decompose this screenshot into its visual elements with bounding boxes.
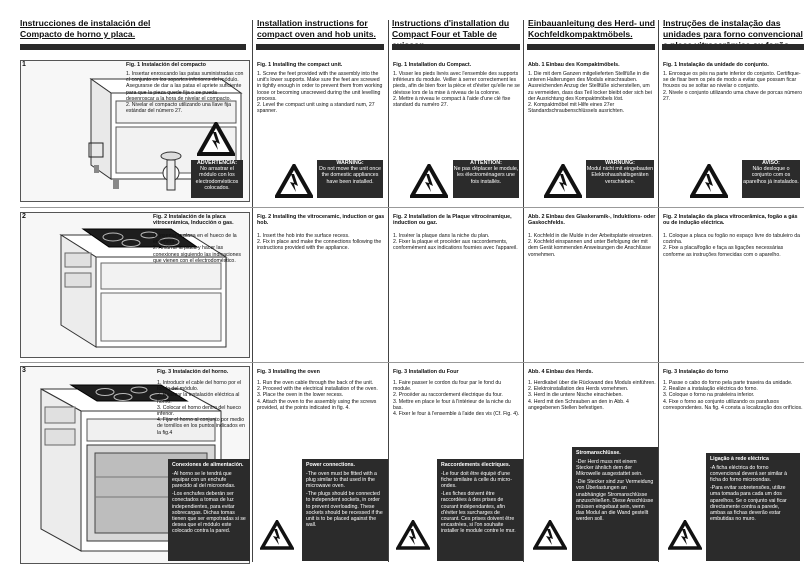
fig1-body-en: 1. Screw the feet provided with the assembly into the unit's lower supports. Make sure the feet are screwed in tightly enough in order to prevent them from working loose or becoming unscrewed during the unit levelling process. 2. Level the compact unit using a standard num, 27 spanner.: [257, 71, 383, 115]
fig3-body-en: 1. Run the oven cable through the back of the unit. 2. Proceed with the electrical installation of the oven. 3. Place the oven in the lower recess. 4. Attach the oven to the assembly using the screws provided, at the points indicated in fig. 4.: [257, 380, 378, 411]
fig1-title-en: Fig. 1 Installing the compact unit.: [257, 62, 343, 68]
column-divider: [252, 20, 253, 562]
fig2-body-fr: 1. Insérer la plaque dans la niche du plan. 2. Fixer la plaque et procéder aux raccordements, conformément aux indications fournies avec l'appareil.: [393, 233, 518, 252]
warning-triangle-icon: [544, 164, 582, 198]
fig3-connections-fr: Raccordements électriques. -Le four doit être équipé d'une fiche similaire à celle du micro-ondes. -Les fiches doivent être raccordées à des prises de courant indépendantes, afin d'éviter les surcharges de courant. Ces prises doivent être encastrées, si l'on souhaite installer le module contre le mur.: [437, 459, 523, 561]
fig2-title-de: Abb. 2 Einbau des Glaskeramik-, Induktions- oder Gaskochfelds.: [528, 214, 656, 227]
warning-triangle-icon: [260, 520, 294, 550]
header-pt: Instruções de instalação das unidades para forno convencional: [663, 18, 803, 39]
warning-triangle-icon: [668, 520, 702, 550]
fig2-body-es: 1. Insertar la placa en el hueco de la encimera. 2. Amarrar la placa y hacer las conexiones siguiendo las indicaciones que vienen con el electrodoméstico.: [153, 233, 241, 264]
column-divider: [388, 20, 389, 562]
warning-triangle-icon: [690, 164, 728, 198]
fig1-title-es: Fig. 1 Instalación del compacto: [126, 62, 206, 68]
fig2-title-pt: Fig. 2 Instalação da placa vitrocerâmica, fogão a gás ou de indução eléctrica.: [663, 214, 798, 227]
warning-triangle-icon: [396, 520, 430, 550]
fig1-warning-pt: AVISO: Não desloque o conjunto com os aparelhos já instalados.: [742, 160, 800, 198]
header-bar: [256, 44, 384, 50]
fig3-body-de: 1. Herdkabel über die Rückwand des Moduls einführen. 2. Elektroinstallation des Herds vornehmen. 3. Herd in die untere Nische einschieben. 4. Herd mit den Schrauben an den in Abb. 4 angegebenen Stellen befestigen.: [528, 380, 656, 411]
fig1-body-de: 1. Die mit dem Ganzen mitgelieferten Stellfüße in die unteren Halterungen des Moduls einschrauben. Ausreichenden Anzug der Stellfüße sicherstellen, um zu vermeiden, dass das Teil locker bleibt oder sich bei der Ausrichtung des Kompaktmöbels löst. 2. Kompaktmöbel mit Hilfe eines 27er Standardschraubenschlüssels ausrichten.: [528, 71, 652, 115]
fig1-body-fr: 1. Visser les pieds livrés avec l'ensemble des supports inférieurs du module. Veiller à serrer correctement les pieds, afin de bien fixer la pièce et d'éviter qu'elle ne se dévisse lors de la mise à niveau de la colonne. 2. Mettre à niveau le compact à l'aide d'une clé fixe standard du numéro 27.: [393, 71, 520, 109]
header-fr: Instructions d'installation du Compact Four et Table de: [392, 18, 510, 39]
fig2-body-de: 1. Kochfeld in die Mulde in der Arbeitsplatte einsetzen. 2. Kochfeld einspannen und unter Befolgung der mit dem Gerät kommenden Anweisungen die Anschlüsse vornehmen.: [528, 233, 653, 258]
header-bar: [662, 44, 804, 50]
column-divider: [658, 20, 659, 562]
fig3-connections-de: Stromanschlüsse. -Der Herd muss mit einem Stecker ähnlich dem der Mikrowelle ausgestattet sein. -Die Stecker sind zur Vermeidung von Überlastungen an unabhängige Stromanschlüsse anzuschließen. Diese Anschlüsse müssen eingebaut sein, wenn das Modul an die Wand gestellt werden soll.: [572, 447, 658, 561]
fig1-warning-en: WARNING: Do not move the unit once the domestic appliances have been installed.: [317, 160, 383, 198]
fig1-body-es: 1. Insertar enroscando las patas suministradas con el conjunto en los soportes inferiores del módulo. Asegurarse de dar a las patas el apriete suficiente para que la pieza quede fija o se pueda desenroscar a la hora de nivelar el compacto. 2. Nivelar el compacto utilizando una llave fija estándar del número 27.: [126, 71, 244, 115]
warning-triangle-icon: [197, 122, 235, 156]
fig3-title-pt: Fig. 3 Instalação do forno: [663, 369, 729, 375]
warning-triangle-icon: [410, 164, 448, 198]
warning-triangle-icon: [533, 520, 567, 550]
section-separator: [20, 362, 804, 363]
fig1-title-pt: Fig. 1 Instalação da unidade do conjunto.: [663, 62, 769, 68]
fig1-title-fr: Fig. 1 Installation du Compact.: [393, 62, 472, 68]
header-de: Einbauanleitung des Herd- und Kochfeldkompaktmöbels.: [528, 18, 656, 39]
fig2-body-pt: 1. Coloque a placa ou fogão no espaço livre do tabuleiro da cozinha. 2. Fixe a placa/fogão e faça as ligações necessárias conforme as instruções fornecidas com o aparelho.: [663, 233, 800, 258]
fig2-title-fr: Fig. 2 Installation de la Plaque vitrocéramique, induction ou gaz.: [393, 214, 512, 227]
header-bar: [392, 44, 520, 50]
fig3-title-de: Abb. 4 Einbau des Herds.: [528, 369, 594, 375]
fig1-warning-es: ADVERTENCIA: No arrastrar el módulo con los electrodomésticos colocados.: [191, 160, 243, 198]
fig2-body-en: 1. Insert the hob into the surface recess. 2. Fix in place and make the connections following the instructions provided with the appliance.: [257, 233, 382, 252]
header-bar: [20, 44, 246, 50]
warning-triangle-icon: [275, 164, 313, 198]
fig3-title-en: Fig. 3 Installing the oven: [257, 369, 320, 375]
fig1-warning-de: WARNUNG: Modul nicht mit eingebauten Elektrohaushaltsgeräten verschieben.: [586, 160, 654, 198]
section-separator: [20, 207, 804, 208]
fig3-title-es: Fig. 3 Instalación del horno.: [157, 369, 229, 375]
fig3-body-pt: 1. Passe o cabo do forno pela parte traseira da unidade. 2. Realize a instalação eléctrica do forno. 3. Coloque o forno na prateleira inferior. 4. Fixe o forno ao conjunto utilizando os parafusos correspondentes. Na fig. 4 consta a localização dos orifícios.: [663, 380, 803, 411]
fig2-title-es: Fig. 2 Instalación de la placa vitrocerámica, Inducción o gas.: [153, 214, 234, 227]
column-divider: [523, 20, 524, 562]
section-number: 2: [22, 213, 26, 220]
fig3-body-fr: 1. Faire passer le cordon du four par le fond du module. 2. Procéder au raccordement électrique du four. 3. Mettre en place le four à l'intérieur de la niche du bas. 4. Fixer le four à l'ensemble à l'aide des vis (Cf. Fig. 4).: [393, 380, 520, 418]
fig1-body-pt: 1. Enrosque os pés na parte inferior do conjunto. Certifique-se de fixar bem os pés de modo a evitar que possam ficar frouxos ou se soltar ao nivelar o conjunto. 2. Nivele o conjunto utilizando uma chave de porcas número 27.: [663, 71, 802, 102]
fig3-connections-es: Conexiones de alimentación. -Al horno se le tendrá que equipar con un enchufe parecido al del microondas. -Los enchufes deberán ser conectados a tomas de luz independientes, para evitar sobrecargas. Dichas tomas tienen que ser empotradas si se desea que el módulo este colocado contra la pared.: [168, 459, 250, 561]
section-number: 3: [22, 367, 26, 374]
fig3-body-es: 1. Introducir el cable del horno por el fondo del módulo. 2. Realizar la instalación eléctrica al horno. 3. Colocar el horno dentro del hueco inferior. 4. Fijar el horno al conjunto por medio de tornillos en los puntos indicados en la fig.4: [157, 380, 245, 436]
fig3-connections-pt: Ligação à rede eléctrica -A ficha eléctrica do forno convencional deverá ser similar à ficha do forno microondas. -Para evitar sobretensões, utilize uma tomada para cada um dos aparelhos. Se o conjunto vai ficar directamente contra a parede, ambas as fichas deverão estar embutidas no muro.: [706, 453, 800, 561]
section-number: 1: [22, 61, 26, 68]
fig1-title-de: Abb. 1 Einbau des Kompaktmöbels.: [528, 62, 620, 68]
fig3-connections-en: Power connections. -The oven must be fitted with a plug similar to that used in the microwave oven. -The plugs should be connected to independent sockets, in order to prevent overloading. These sockets should be recessed if the unit is to be placed against the wall.: [302, 459, 388, 561]
fig1-warning-fr: ATTENTION: Ne pas déplacer le module, les électroménagers une fois installés.: [453, 160, 519, 198]
header-bar: [527, 44, 655, 50]
header-en: Installation instructions for compact oven and hob units.: [257, 18, 376, 39]
header-es: Instrucciones de instalación del Compacto de horno y placa.: [20, 18, 151, 39]
fig2-title-en: Fig. 2 Installing the vitroceramic, induction or gas hob.: [257, 214, 385, 227]
fig3-title-fr: Fig. 3 Installation du Four: [393, 369, 459, 375]
